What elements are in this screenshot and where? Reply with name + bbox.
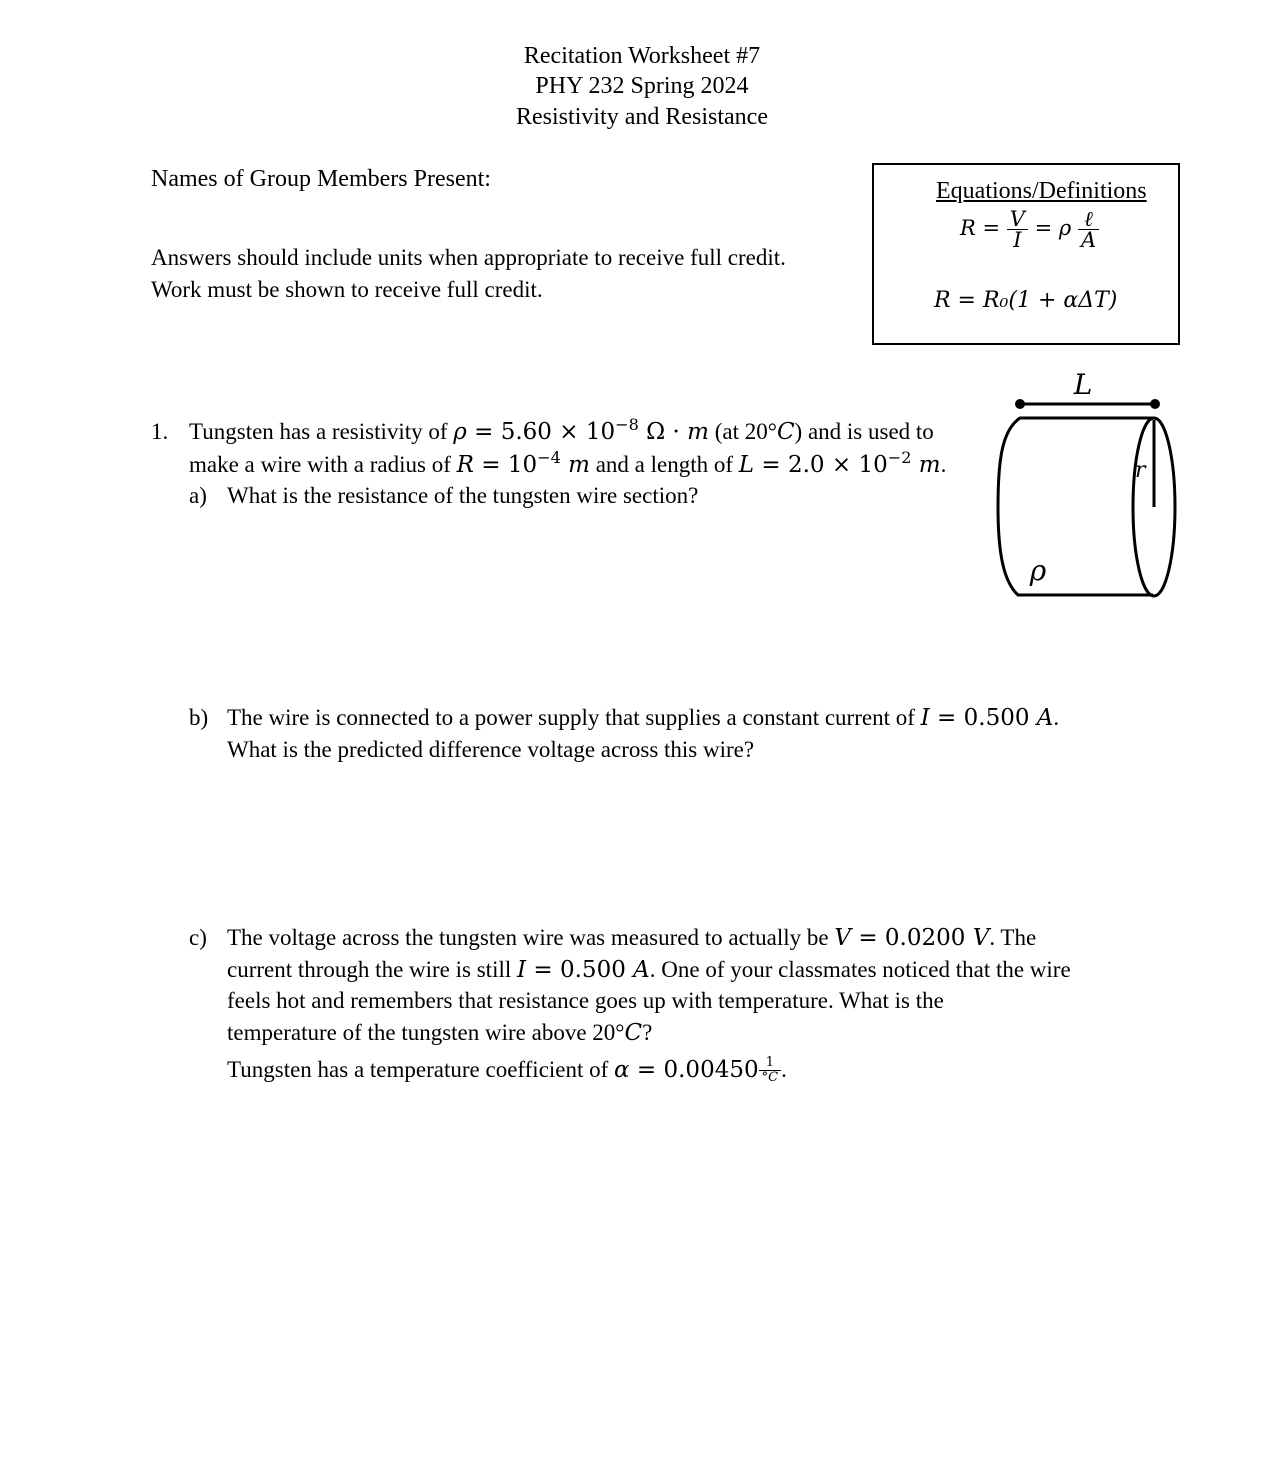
radius-label: r	[1135, 458, 1146, 483]
course-term: PHY 232 Spring 2024	[535, 73, 749, 99]
eq1-rho: ρ	[1058, 216, 1072, 240]
part-c-line-3: feels hot and remembers that resistance goes up with temperature. What is the	[227, 988, 944, 1013]
length-endpoint-right	[1150, 399, 1160, 409]
part-b-label: b)	[189, 705, 209, 730]
part-b-line-2: What is the predicted difference voltage across this wire?	[227, 737, 755, 762]
part-c-line-2: current through the wire is still I = 0.500 A. One of your classmates noticed that the wire	[227, 957, 1071, 983]
part-c-line-4: temperature of the tungsten wire above 20°C?	[227, 1020, 653, 1046]
cylinder-body	[998, 418, 1153, 595]
equation-resistance-definition: R = $\frac{V}{I}$ = ρ $\frac{\text{ℓ}}{A}$	[960, 209, 1099, 250]
resistivity-label: ρ	[1029, 554, 1047, 587]
part-a-label: a)	[189, 483, 207, 508]
equations-title: Equations/Definitions	[936, 178, 1147, 204]
equation-temperature-dependence: R = R₀(1 + αΔT)	[934, 288, 1118, 313]
part-a-question: What is the resistance of the tungsten wire section?	[227, 483, 699, 508]
worksheet-title: Recitation Worksheet #7	[523, 43, 761, 69]
eq1-fraction-l-over-a: $\frac{\text{ℓ}}{A}$	[1078, 209, 1099, 250]
alpha-unit-fraction: $\frac{1}{^\circ C}$	[759, 1056, 781, 1085]
question-1-line-2: make a wire with a radius of $R = 10^{-4}$ m and a length of $L = 2.0 \times 10^{-2}$ m.	[189, 447, 947, 478]
names-label: Names of Group Members Present:	[151, 166, 491, 192]
question-1-number: 1.	[151, 419, 169, 444]
part-b-line-1: The wire is connected to a power supply that supplies a constant current of I = 0.500 A.	[227, 705, 1060, 731]
work-note: Work must be shown to receive full credit.	[151, 277, 543, 302]
length-label: L	[1073, 368, 1093, 401]
equations-box	[872, 163, 1180, 345]
question-1-line-1: Tungsten has a resistivity of $\rho = 5.60 \times 10^{-8}$ Ω · m (at 20°C) and is used to	[189, 414, 934, 445]
eq1-fraction-v-over-i: $\frac{V}{I}$	[1007, 209, 1028, 250]
part-c-label: c)	[189, 925, 207, 950]
part-c-line-1: The voltage across the tungsten wire was measured to actually be V = 0.0200 V. The	[227, 925, 1037, 951]
worksheet-topic: Resistivity and Resistance	[516, 104, 768, 130]
length-endpoint-left	[1015, 399, 1025, 409]
eq1-lhs: R	[960, 216, 976, 240]
units-note: Answers should include units when appropriate to receive full credit.	[151, 245, 786, 270]
wire-diagram	[990, 360, 1190, 610]
part-c-line-5: Tungsten has a temperature coefficient of α = 0.00450 $\frac{1}{^\circ C}$ .	[227, 1055, 787, 1085]
